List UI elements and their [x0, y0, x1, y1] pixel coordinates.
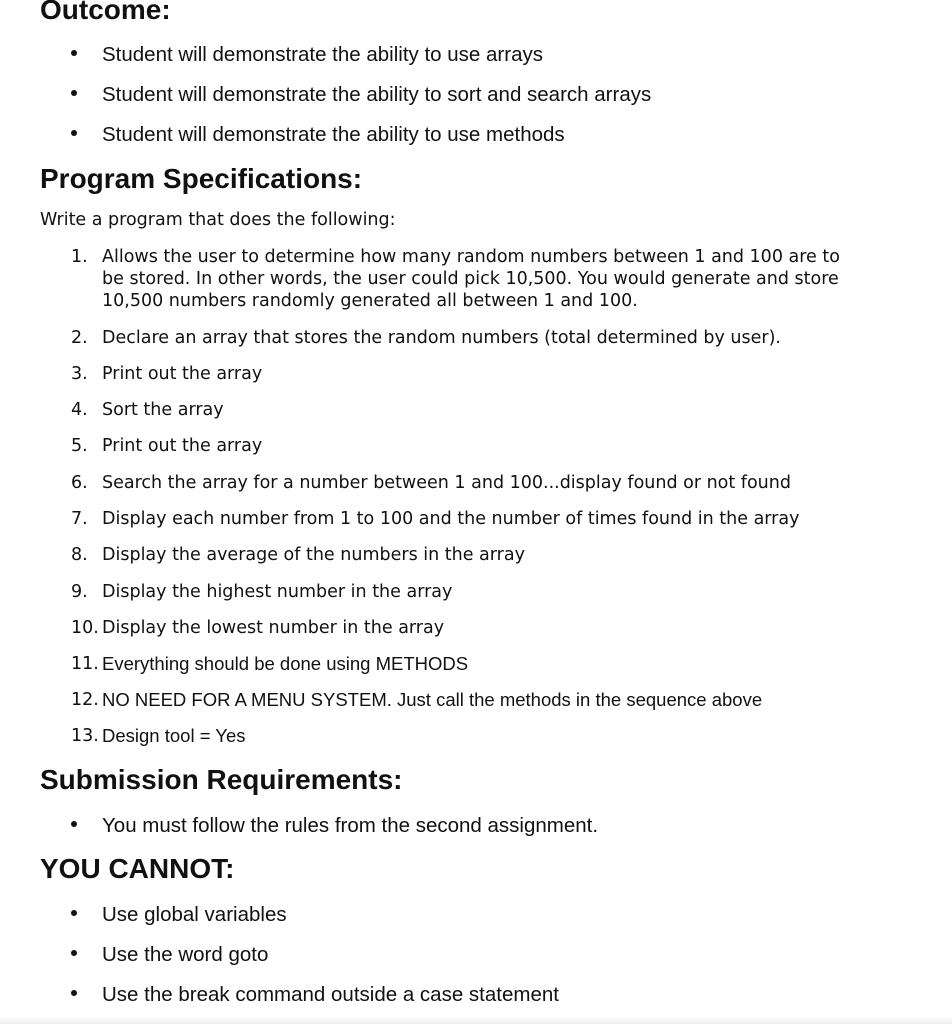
list-item-number: 11.	[71, 654, 99, 674]
list-item-text: Declare an array that stores the random numbers (total determined by user).	[102, 328, 781, 348]
submission-heading: Submission Requirements:	[40, 764, 403, 795]
list-item-number: 3.	[71, 364, 88, 384]
list-item-text: Sort the array	[102, 400, 224, 420]
list-item-number: 8.	[71, 545, 88, 565]
list-item-text: Student will demonstrate the ability to use methods	[102, 123, 565, 146]
list-item-number: 10.	[71, 618, 99, 638]
list-item-text: Display the lowest number in the array	[102, 618, 445, 638]
bullet-icon	[71, 50, 77, 56]
list-item-number: 1.	[71, 247, 88, 267]
list-item-number: 13.	[71, 726, 99, 746]
bullet-icon	[71, 90, 77, 96]
list-item-text: You must follow the rules from the second assignment.	[102, 814, 599, 837]
list-item-number: 2.	[71, 328, 88, 348]
page-bottom-edge	[0, 1016, 952, 1024]
list-item-text: Print out the array	[102, 364, 263, 384]
list-item-text: Display the highest number in the array	[102, 582, 453, 602]
bullet-icon	[71, 130, 77, 136]
list-item-number: 6.	[71, 473, 88, 493]
bullet-icon	[71, 950, 77, 956]
list-item-number: 5.	[71, 436, 88, 456]
list-item-number: 7.	[71, 509, 88, 529]
bullet-icon	[71, 990, 77, 996]
list-item-text: Search the array for a number between 1 and 100...display found or not found	[102, 473, 791, 493]
list-item-text: Student will demonstrate the ability to sort and search arrays	[102, 83, 652, 106]
specs-heading: Program Specifications:	[40, 163, 363, 194]
list-item-number: 12.	[71, 690, 99, 710]
list-item-text: Display each number from 1 to 100 and the number of times found in the array	[102, 509, 800, 529]
list-item-text: Use the word goto	[102, 943, 269, 966]
list-item-number: 9.	[71, 582, 88, 602]
list-item-text: Design tool = Yes	[102, 725, 246, 746]
list-item-text: Use the break command outside a case statement	[102, 983, 559, 1006]
list-item-text: Display the average of the numbers in the array	[102, 545, 525, 565]
outcome-heading: Outcome:	[40, 0, 171, 25]
specs-intro: Write a program that does the following:	[40, 210, 396, 230]
list-item-text: Allows the user to determine how many random numbers between 1 and 100 are to be stored. In other words, the user could pick 10,500. You would generate and store 10,500 numbers randomly generated all between 1 and 100.	[102, 247, 840, 311]
bullet-icon	[71, 821, 77, 827]
bullet-icon	[71, 910, 77, 916]
list-item-text: Student will demonstrate the ability to use arrays	[102, 43, 543, 66]
list-item-text: Use global variables	[102, 903, 287, 926]
cannot-heading: YOU CANNOT:	[40, 853, 235, 884]
list-item-number: 4.	[71, 400, 88, 420]
list-item-text: Everything should be done using METHODS	[102, 653, 469, 674]
list-item-text: NO NEED FOR A MENU SYSTEM. Just call the methods in the sequence above	[102, 689, 763, 710]
list-item-text: Print out the array	[102, 436, 263, 456]
